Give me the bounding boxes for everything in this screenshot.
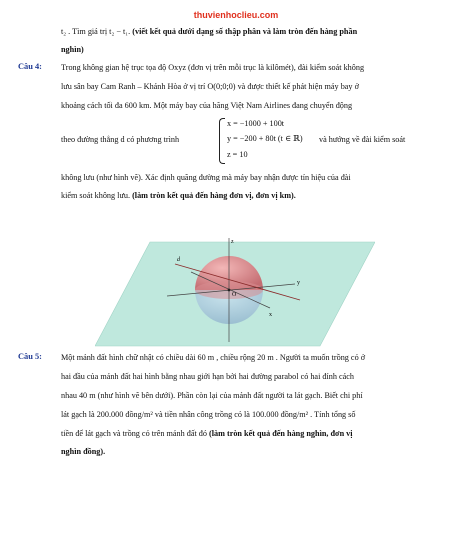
label-y: y	[297, 280, 300, 286]
top-line-1: t₂ . Tìm giá trị t₂ − t₁. (viết kết quả dưới dạng số thập phân và làm tròn đến hàng phần	[61, 27, 358, 36]
question-5-label: Câu 5:	[18, 352, 42, 361]
question-4-label: Câu 4:	[18, 62, 42, 71]
sphere-figure	[95, 234, 375, 354]
q4-line-3: khoảng cách tối đa 600 km. Một máy bay của hãng Việt Nam Airlines đang chuyển động	[61, 101, 353, 110]
q4-line-5: không lưu (như hình vẽ). Xác định quãng đường mà máy bay nhận được tín hiệu của đài	[61, 173, 351, 182]
q5-line-4: lát gạch là 200.000 đồng/m² và tiền nhân công trồng cỏ là 100.000 đồng/m² . Tính tổng số	[61, 410, 356, 419]
q5-line-1: Một mảnh đất hình chữ nhật có chiều dài 60 m , chiều rộng 20 m . Người ta muốn trồng cỏ ở	[61, 353, 366, 362]
q4-line-2: lưu sân bay Cam Ranh – Khánh Hòa ở vị trí O(0;0;0) và được thiết kế phát hiện máy bay ở	[61, 82, 359, 91]
label-z: z	[231, 239, 234, 245]
q4-line-6: kiểm soát không lưu. (làm tròn kết quả đến hàng đơn vị, đơn vị km).	[61, 191, 296, 200]
origin-point	[228, 289, 231, 292]
label-x: x	[269, 312, 272, 318]
system-eq-1: x = −1000 + 100t	[227, 119, 285, 128]
top-line-2: nghìn)	[61, 45, 84, 54]
system-eq-2: y = −200 + 80t (t ∈ ℝ)	[227, 134, 303, 143]
label-d: d	[177, 257, 180, 263]
watermark: thuvienhoclieu.com	[193, 10, 279, 20]
q4-line-4-post: và hướng về đài kiểm soát	[319, 135, 406, 144]
q5-line-3: nhau 40 m (như hình vẽ bên dưới). Phần còn lại của mảnh đất người ta lát gạch. Biết chi phí	[61, 391, 363, 400]
q5-line-5: tiền để lát gạch và trồng cỏ trên mảnh đất đó (làm tròn kết quả đến hàng nghìn, đơn vị	[61, 429, 353, 438]
q4-line-1: Trong không gian hệ trục tọa độ Oxyz (đơn vị trên mỗi trục là kilômét), đài kiểm soát không	[61, 63, 365, 72]
system-brace	[219, 118, 225, 164]
system-eq-3: z = 10	[227, 150, 248, 159]
label-o: O	[232, 292, 237, 298]
q5-line-2: hai đầu của mảnh đất hai hình bằng nhau giới hạn bởi hai đường parabol có hai đỉnh cách	[61, 372, 354, 381]
q4-line-4-pre: theo đường thẳng d có phương trình	[61, 135, 180, 144]
q5-line-6: nghìn đồng).	[61, 447, 106, 456]
